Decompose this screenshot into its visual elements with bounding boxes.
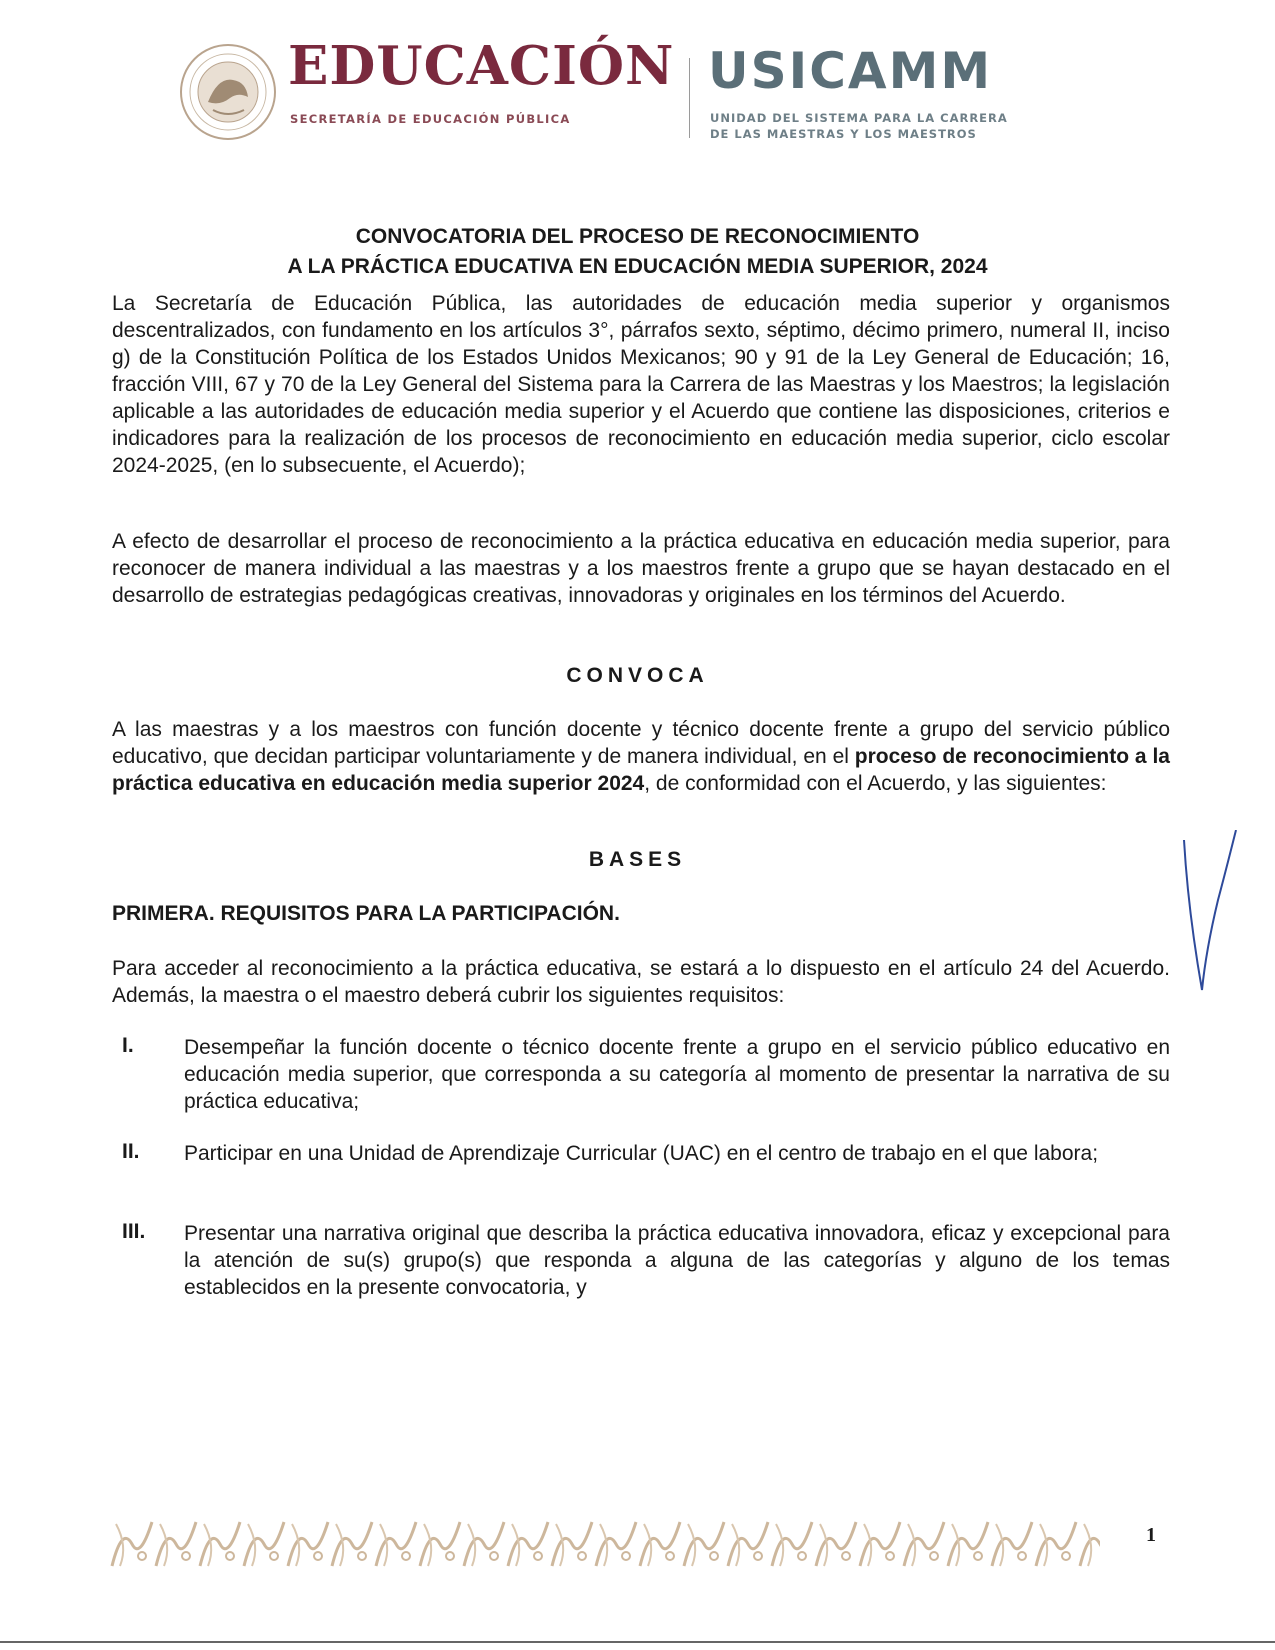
bases-heading: BASES [588, 848, 687, 871]
convocation-paragraph [112, 716, 1170, 797]
usicamm-subtitle-line1: UNIDAD DEL SISTEMA PARA LA CARRERA [710, 111, 1008, 125]
document-title-line2: A LA PRÁCTICA EDUCATIVA EN EDUCACIÓN MEDIA SUPERIOR, 2024 [287, 255, 988, 278]
footer-ornament-band [110, 1516, 1100, 1570]
requirement-number: II. [122, 1140, 140, 1163]
page-number: 1 [1146, 1524, 1156, 1546]
document-title [0, 222, 1275, 282]
requirement-number: I. [122, 1034, 134, 1057]
handwritten-signature-mark [1180, 830, 1240, 1030]
requirement-number: III. [122, 1220, 146, 1243]
intro-paragraph: La Secretaría de Educación Pública, las autoridades de educación media superior y organismos descentralizados, con fundamento en los artículos 3°, párrafos sexto, séptimo, décimo primero, numeral II, inciso g) de la Constitución Política de los Estados Unidos Mexicanos; 90 y 91 de la Ley General de Educación; 16, fracción VIII, 67 y 70 de la Ley General del Sistema para la Carrera de las Maestras y los Maestros; la legislación aplicable a las autoridades de educación media superior y el Acuerdo que contiene las disposiciones, criterios e indicadores para la realización de los procesos de reconocimiento en educación media superior, ciclo escolar 2024-2025, (en lo subsecuente, el Acuerdo); [112, 292, 1170, 477]
document-title-line1: CONVOCATORIA DEL PROCESO DE RECONOCIMIENTO [355, 225, 920, 248]
section-primera-intro: Para acceder al reconocimiento a la práctica educativa, se estará a lo dispuesto en el artículo 24 del Acuerdo. Además, la maestra o el maestro deberá cubrir los siguientes requisitos: [112, 957, 1170, 1007]
usicamm-subtitle-line2: DE LAS MAESTRAS Y LOS MAESTROS [710, 127, 977, 141]
requirement-text: Participar en una Unidad de Aprendizaje Curricular (UAC) en el centro de trabajo en el que labora; [184, 1142, 1099, 1165]
section-primera-heading: PRIMERA. REQUISITOS PARA LA PARTICIPACIÓN. [112, 902, 620, 925]
convoca-heading: CONVOCA [566, 664, 709, 687]
bottom-scan-edge [0, 1641, 1275, 1643]
educacion-logo-title: EDUCACIÓN [288, 35, 675, 97]
convocation-text-part2: , de conformidad con el Acuerdo, y las siguientes: [644, 772, 1107, 795]
usicamm-logo-subtitle [710, 110, 1008, 142]
purpose-paragraph: A efecto de desarrollar el proceso de reconocimiento a la práctica educativa en educación media superior, para reconocer de manera individual a las maestras y a los maestros frente a grupo que se hayan destacado en el desarrollo de estrategias pedagógicas creativas, innovadoras y originales en los términos del Acuerdo. [112, 530, 1170, 607]
header-divider [689, 58, 690, 138]
convocation-text-part1: A las maestras y a los maestros con función docente y técnico docente frente a grupo del servicio público educativo, que decidan participar voluntariamente y de manera individual, en el [112, 718, 1170, 768]
usicamm-logo-title: USICAMM [708, 42, 993, 100]
mexico-coat-of-arms-seal [178, 42, 278, 142]
convocation-text-bold: proceso de reconocimiento a la práctica educativa en educación media superior 2024 [112, 745, 1170, 795]
requirement-text: Desempeñar la función docente o técnico docente frente a grupo en el servicio público educativo en educación media superior, que corresponda a su categoría al momento de presentar la narrativa de su práctica educativa; [184, 1036, 1170, 1113]
educacion-logo-subtitle: SECRETARÍA DE EDUCACIÓN PÚBLICA [290, 112, 571, 126]
requirement-text: Presentar una narrativa original que describa la práctica educativa innovadora, eficaz y excepcional para la atención de su(s) grupo(s) que responda a alguna de las categorías y alguno de los temas establecidos en la presente convocatoria, y [184, 1222, 1170, 1299]
